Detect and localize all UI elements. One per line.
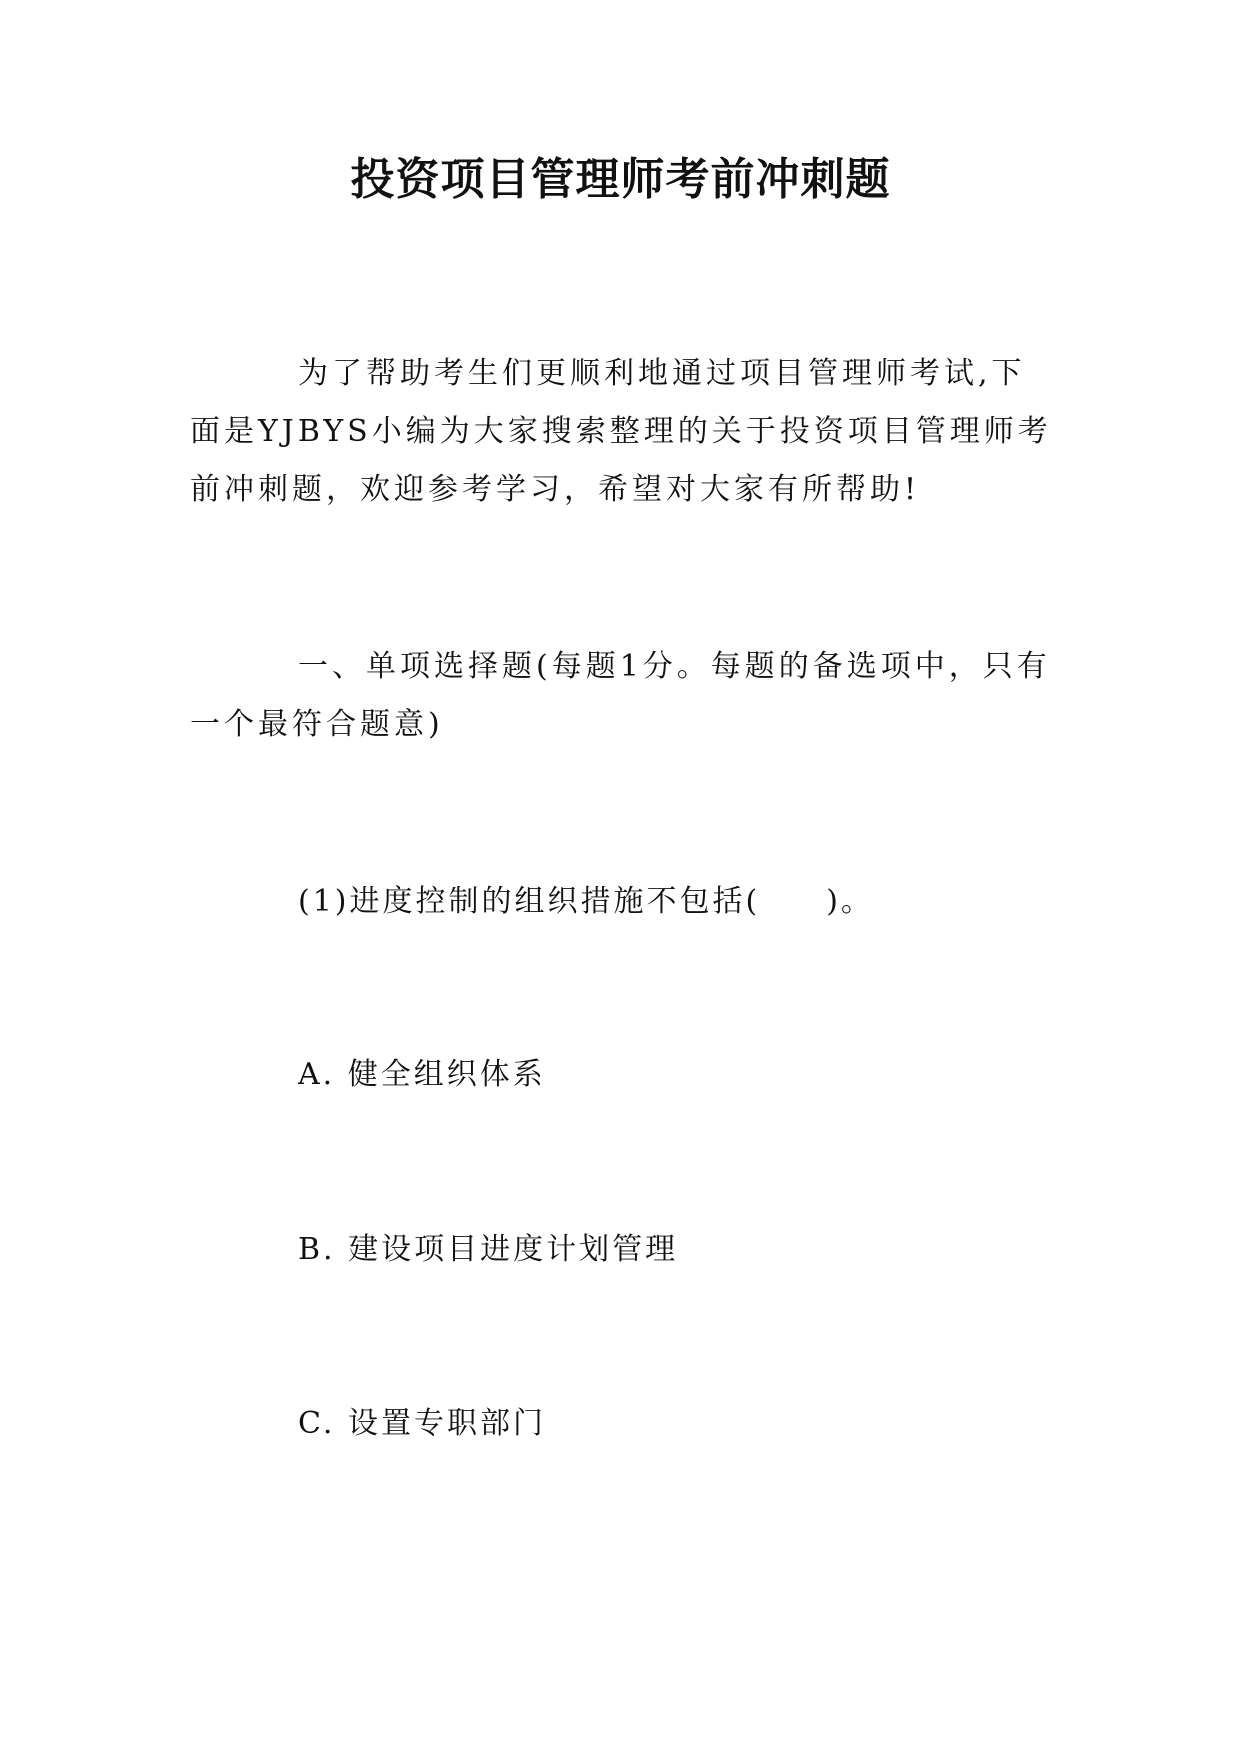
section-heading: 一、单项选择题(每题1分。每题的备选项中，只有一个最符合题意) [190,649,1051,742]
question-stem: (1)进度控制的组织措施不包括( )。 [298,884,874,919]
document-title: 投资项目管理师考前冲刺题 [350,154,891,205]
option-a: A. 健全组织体系 [298,1057,546,1092]
option-b: B. 建设项目进度计划管理 [298,1232,679,1267]
intro-paragraph: 为了帮助考生们更顺利地通过项目管理师考试,下面是YJBYS小编为大家搜索整理的关于投资项目管理师考前冲刺题，欢迎参考学习，希望对大家有所帮助! [190,356,1052,507]
option-c: C. 设置专职部门 [298,1406,546,1441]
